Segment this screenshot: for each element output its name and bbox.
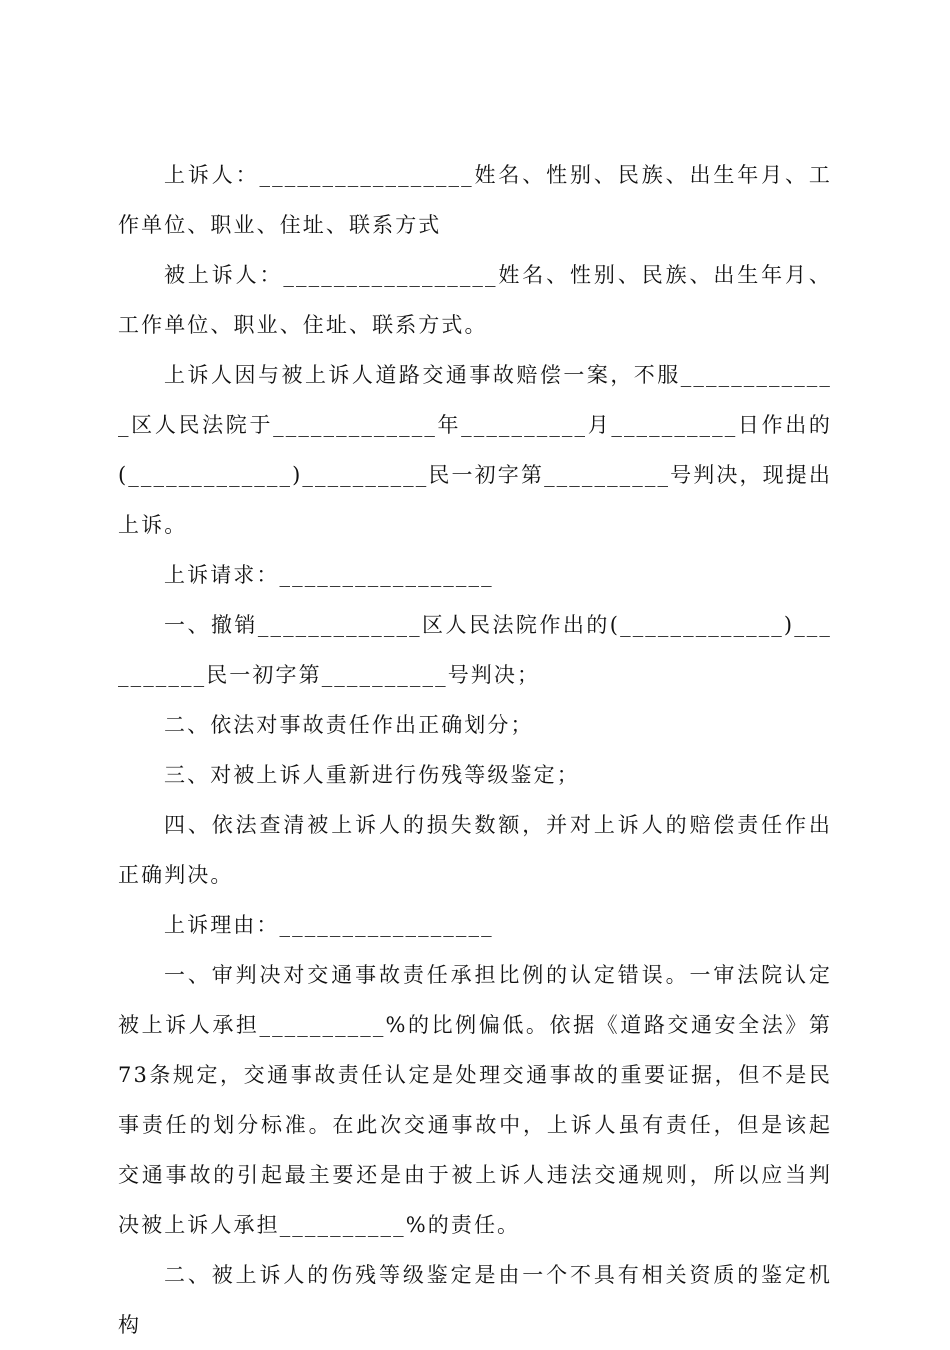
request-item-3: 三、对被上诉人重新进行伤残等级鉴定；: [164, 763, 580, 787]
request-item-2: 二、依法对事故责任作出正确划分；: [164, 713, 534, 737]
request-item-4: 四、依法查清被上诉人的损失数额，并对上诉人的赔偿责任作出正确判决。: [118, 813, 832, 887]
appellee-info: 被上诉人：_________________姓名、性别、民族、出生年月、工作单位、职业、住址、联系方式。: [118, 263, 832, 337]
reason-item-1: 一、审判决对交通事故责任承担比例的认定错误。一审法院认定被上诉人承担__________%的比例偏低。依据《道路交通安全法》第73条规定，交通事故责任认定是处理交通事故的重要证据，但不是民事责任的划分标准。在此次交通事故中，上诉人虽有责任，但是该起交通事故的引起最主要还是由于被上诉人违法交通规则，所以应当判决被上诉人承担__________%的责任。: [118, 963, 832, 1237]
request-item-1: 一、撤销_____________区人民法院作出的(_____________)__________民一初字第__________号判决；: [118, 613, 832, 687]
reason-item-2: 二、被上诉人的伤残等级鉴定是由一个不具有相关资质的鉴定机构: [118, 1263, 832, 1337]
appellant-info: 上诉人：_________________姓名、性别、民族、出生年月、工作单位、职业、住址、联系方式: [118, 163, 832, 237]
case-intro: 上诉人因与被上诉人道路交通事故赔偿一案，不服_____________区人民法院于_____________年__________月__________日作出的(_____________)__________民一初字第__________号判决，现提出上诉。: [118, 363, 832, 537]
appeal-reasons-heading: 上诉理由：_________________: [164, 913, 494, 937]
appeal-requests-heading: 上诉请求：_________________: [164, 563, 494, 587]
document-page: [118, 150, 832, 1350]
